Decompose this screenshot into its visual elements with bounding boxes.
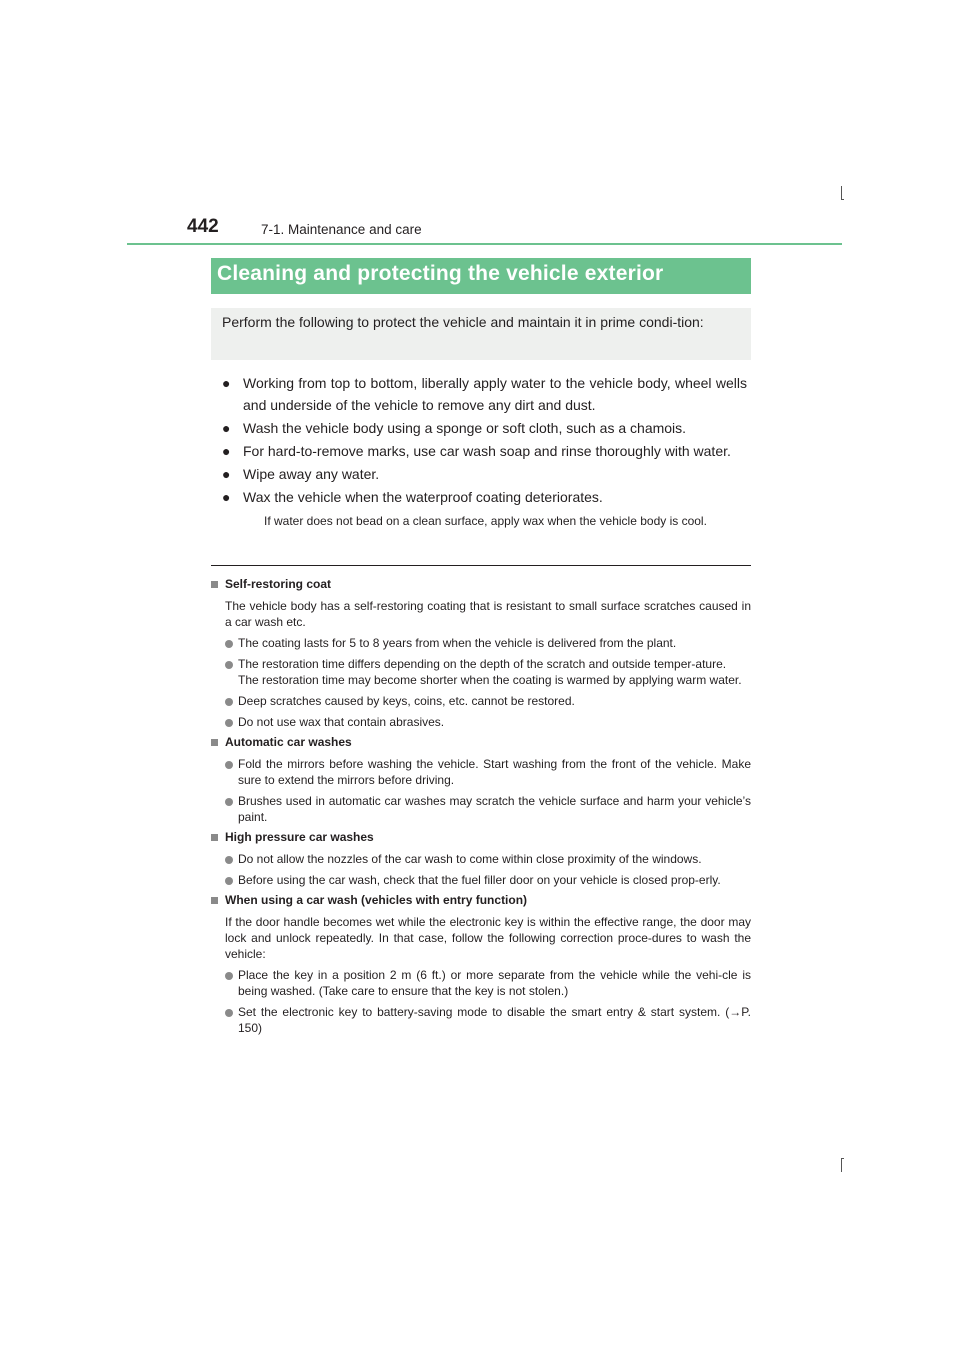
step-item — [222, 486, 747, 530]
page-title: Cleaning and protecting the vehicle exterior — [217, 262, 664, 285]
note-item — [211, 967, 751, 999]
note-item-text: The coating lasts for 5 to 8 years from when the vehicle is delivered from the plant. — [238, 636, 677, 650]
note-item — [211, 635, 751, 651]
step-text: Working from top to bottom, liberally apply water to the vehicle body, wheel wells and underside of the vehicle to remove any dirt and dust. — [243, 375, 747, 413]
intro-box — [211, 308, 751, 360]
note-item — [211, 872, 751, 888]
dot-bullet-icon — [225, 661, 233, 669]
steps-list — [222, 372, 747, 531]
intro-text: Perform the following to protect the vehicle and maintain it in prime condi-tion: — [222, 314, 704, 330]
note-item-text: Do not use wax that contain abrasives. — [238, 715, 445, 729]
step-item — [222, 463, 747, 485]
bullet-icon: ● — [222, 489, 231, 505]
bullet-icon: ● — [222, 443, 231, 459]
note-item — [211, 756, 751, 788]
crop-mark-top — [841, 186, 842, 200]
step-text: For hard-to-remove marks, use car wash soap and rinse thoroughly with water. — [243, 443, 731, 459]
page-number: 442 — [187, 216, 219, 237]
note-heading-text: Automatic car washes — [225, 735, 352, 749]
note-item — [211, 1004, 751, 1036]
square-bullet-icon — [211, 897, 218, 904]
step-item — [222, 440, 747, 462]
bullet-icon: ● — [222, 375, 231, 391]
note-heading-text: Self-restoring coat — [225, 577, 332, 591]
dot-bullet-icon — [225, 719, 233, 727]
dot-bullet-icon — [225, 761, 233, 769]
note-item-extra: The restoration time may become shorter when the coating is warmed by applying warm water. — [238, 673, 742, 687]
note-paragraph: If the door handle becomes wet while the electronic key is within the effective range, the door may lock and unlock repeatedly. In that case, follow the following correction proce-dures to wash the vehicle: — [225, 915, 751, 961]
dot-bullet-icon — [225, 972, 233, 980]
notes-divider — [211, 565, 751, 566]
note-item-text: Do not allow the nozzles of the car wash to come within close proximity of the windows. — [238, 852, 702, 866]
square-bullet-icon — [211, 581, 218, 588]
note-heading — [211, 892, 751, 909]
note-item — [211, 793, 751, 825]
note-item-text: Fold the mirrors before washing the vehicle. Start washing from the front of the vehicle. Make sure to extend the mirrors before driving. — [238, 757, 751, 787]
dot-bullet-icon — [225, 698, 233, 706]
crop-mark-bottom — [841, 1158, 842, 1172]
note-paragraph: The vehicle body has a self-restoring coating that is resistant to small surface scratches caused in a car wash etc. — [225, 599, 751, 629]
dot-bullet-icon — [225, 798, 233, 806]
dot-bullet-icon — [225, 640, 233, 648]
dot-bullet-icon — [225, 1009, 233, 1017]
note-item — [211, 693, 751, 709]
step-text: Wax the vehicle when the waterproof coating deteriorates. — [243, 489, 603, 505]
dot-bullet-icon — [225, 877, 233, 885]
step-note: If water does not bead on a clean surface, apply wax when the vehicle body is cool. — [264, 514, 707, 528]
square-bullet-icon — [211, 739, 218, 746]
step-item — [222, 417, 747, 439]
note-item-text: Before using the car wash, check that the fuel filler door on your vehicle is closed prop-erly. — [238, 873, 721, 887]
note-heading — [211, 576, 751, 593]
page-header — [186, 214, 842, 246]
step-item — [222, 372, 747, 416]
notes-section — [211, 576, 751, 1036]
note-item-text: Deep scratches caused by keys, coins, etc. cannot be restored. — [238, 694, 575, 708]
note-item — [211, 714, 751, 730]
note-heading — [211, 734, 751, 751]
step-text: Wash the vehicle body using a sponge or soft cloth, such as a chamois. — [243, 420, 687, 436]
section-title: 7-1. Maintenance and care — [261, 222, 422, 237]
note-heading — [211, 829, 751, 846]
dot-bullet-icon — [225, 856, 233, 864]
square-bullet-icon — [211, 834, 218, 841]
bullet-icon: ● — [222, 420, 231, 436]
step-text: Wipe away any water. — [243, 466, 380, 482]
note-item-text: Set the electronic key to battery-saving mode to disable the smart entry & start system. (→P. 150) — [238, 1005, 751, 1035]
note-item — [211, 851, 751, 867]
bullet-icon: ● — [222, 466, 231, 482]
title-banner — [211, 258, 751, 294]
note-heading-text: High pressure car washes — [225, 830, 374, 844]
note-item-text: Place the key in a position 2 m (6 ft.) or more separate from the vehicle while the vehi-cle is being washed. (Take care to ensure that the key is not stolen.) — [238, 968, 751, 998]
header-rule — [127, 243, 842, 245]
note-item — [211, 656, 751, 688]
note-item-text: The restoration time differs depending on the depth of the scratch and outside temper-ature. — [238, 657, 727, 671]
note-heading-text: When using a car wash (vehicles with entry function) — [225, 893, 528, 907]
note-item-text: Brushes used in automatic car washes may scratch the vehicle surface and harm your vehicle’s paint. — [238, 794, 751, 824]
